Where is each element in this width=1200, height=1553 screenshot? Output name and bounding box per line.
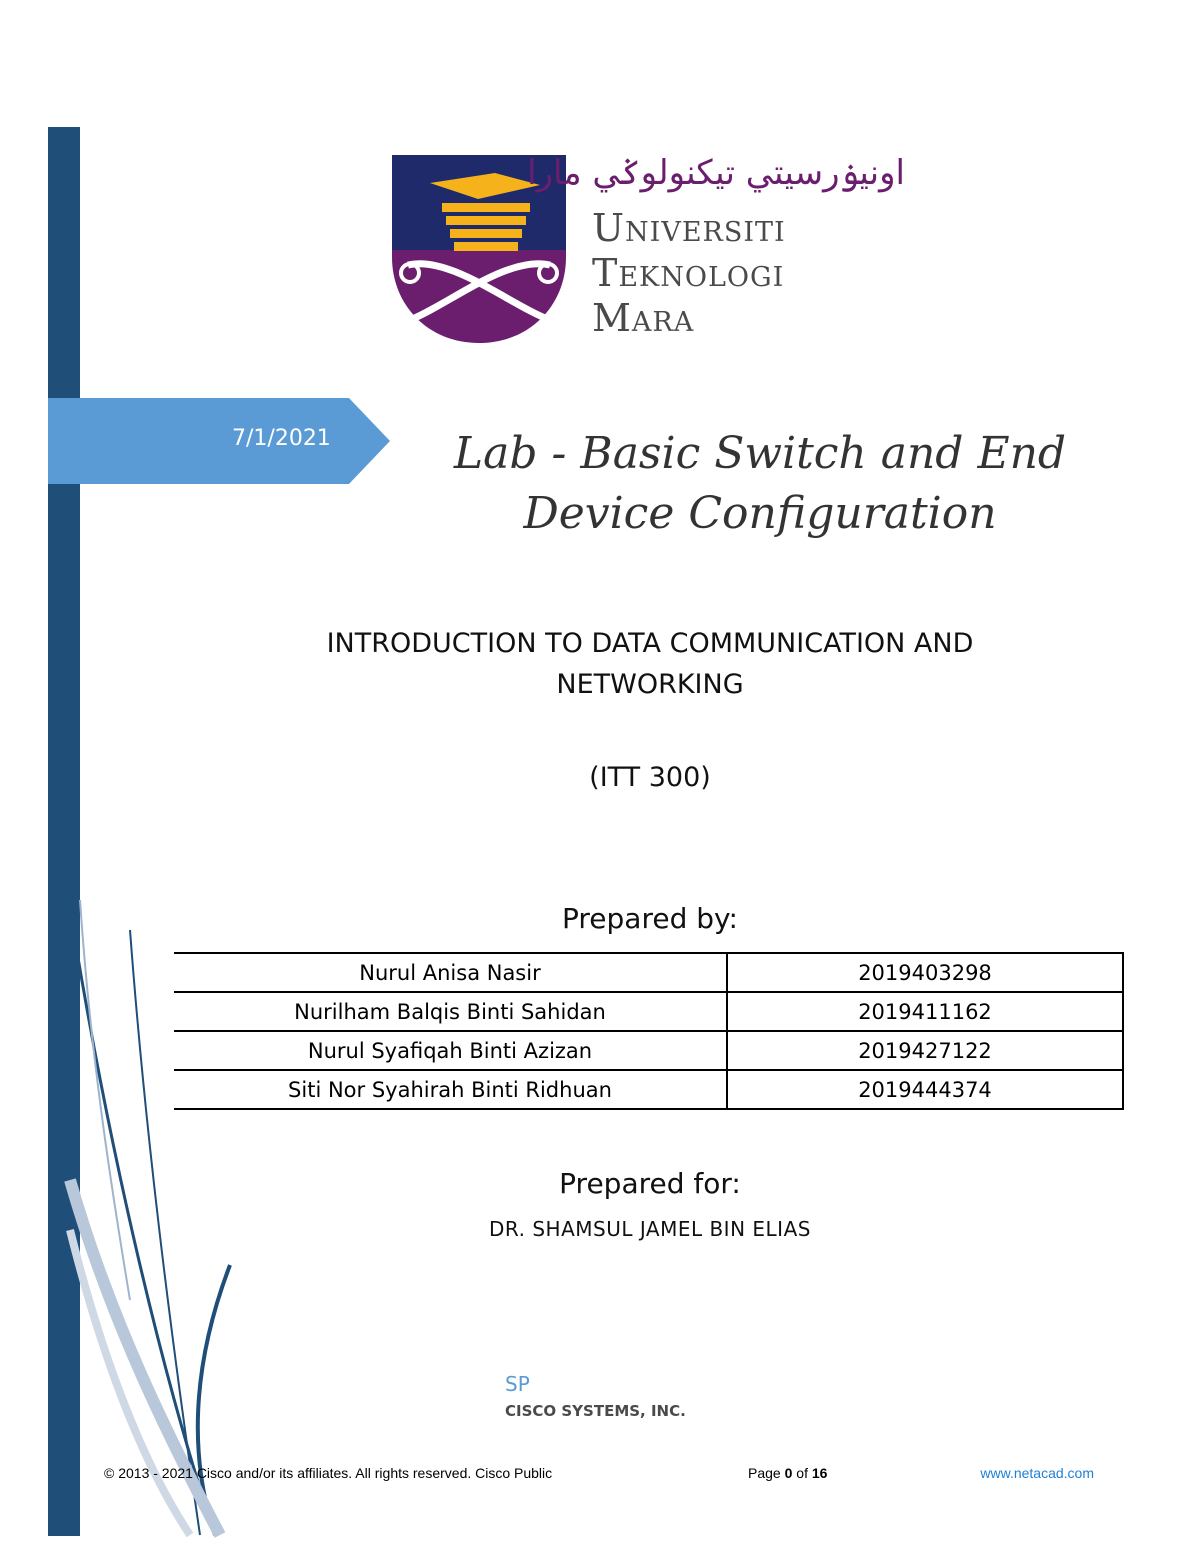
page-current: 0 <box>784 1465 793 1481</box>
course-name <box>200 623 1100 705</box>
document-title <box>420 424 1100 544</box>
netacad-link[interactable]: www.netacad.com <box>980 1465 1094 1481</box>
page-of: of <box>796 1465 808 1481</box>
table-row <box>174 992 1123 1031</box>
title-line-2: Device Configuration <box>523 488 997 539</box>
footer-copyright: © 2013 - 2021 Cisco and/or its affiliates. All rights reserved. Cisco Public <box>104 1465 553 1481</box>
member-id: 2019403298 <box>727 953 1123 992</box>
page-total: 16 <box>811 1465 828 1481</box>
page-label: Page <box>748 1465 781 1481</box>
logo-wordmark <box>592 206 786 341</box>
course-line-2: NETWORKING <box>556 669 744 700</box>
table-row <box>174 1031 1123 1070</box>
logo-arabic-wordmark: اونيۏرسيتي تيکنولوݢي مارا <box>527 153 905 193</box>
course-line-1: INTRODUCTION TO DATA COMMUNICATION AND <box>326 628 974 659</box>
member-id: 2019444374 <box>727 1070 1123 1109</box>
cover-date: 7/1/2021 <box>232 426 331 451</box>
title-line-1: Lab - Basic Switch and End <box>453 428 1067 479</box>
prepared-for-label: Prepared for: <box>559 1167 741 1200</box>
members-table <box>174 952 1124 1110</box>
logo-name-line-1: Universiti <box>592 206 786 250</box>
logo-name-line-3: Mara <box>592 296 695 340</box>
company-name: CISCO SYSTEMS, INC. <box>505 1402 686 1420</box>
table-row <box>174 953 1123 992</box>
member-id: 2019411162 <box>727 992 1123 1031</box>
member-name: Nurul Anisa Nasir <box>174 953 727 992</box>
prepared-by-label: Prepared by: <box>562 902 738 935</box>
member-id: 2019427122 <box>727 1031 1123 1070</box>
page-footer <box>104 1465 1094 1487</box>
member-name: Nurilham Balqis Binti Sahidan <box>174 992 727 1031</box>
page-indicator <box>748 1465 827 1481</box>
course-code: (ITT 300) <box>589 762 711 793</box>
table-row <box>174 1070 1123 1109</box>
logo-name-line-2: Teknologi <box>592 251 785 295</box>
lecturer-name: DR. SHAMSUL JAMEL BIN ELIAS <box>489 1217 811 1241</box>
member-name: Nurul Syafiqah Binti Azizan <box>174 1031 727 1070</box>
author-initials: SP <box>505 1372 530 1396</box>
member-name: Siti Nor Syahirah Binti Ridhuan <box>174 1070 727 1109</box>
